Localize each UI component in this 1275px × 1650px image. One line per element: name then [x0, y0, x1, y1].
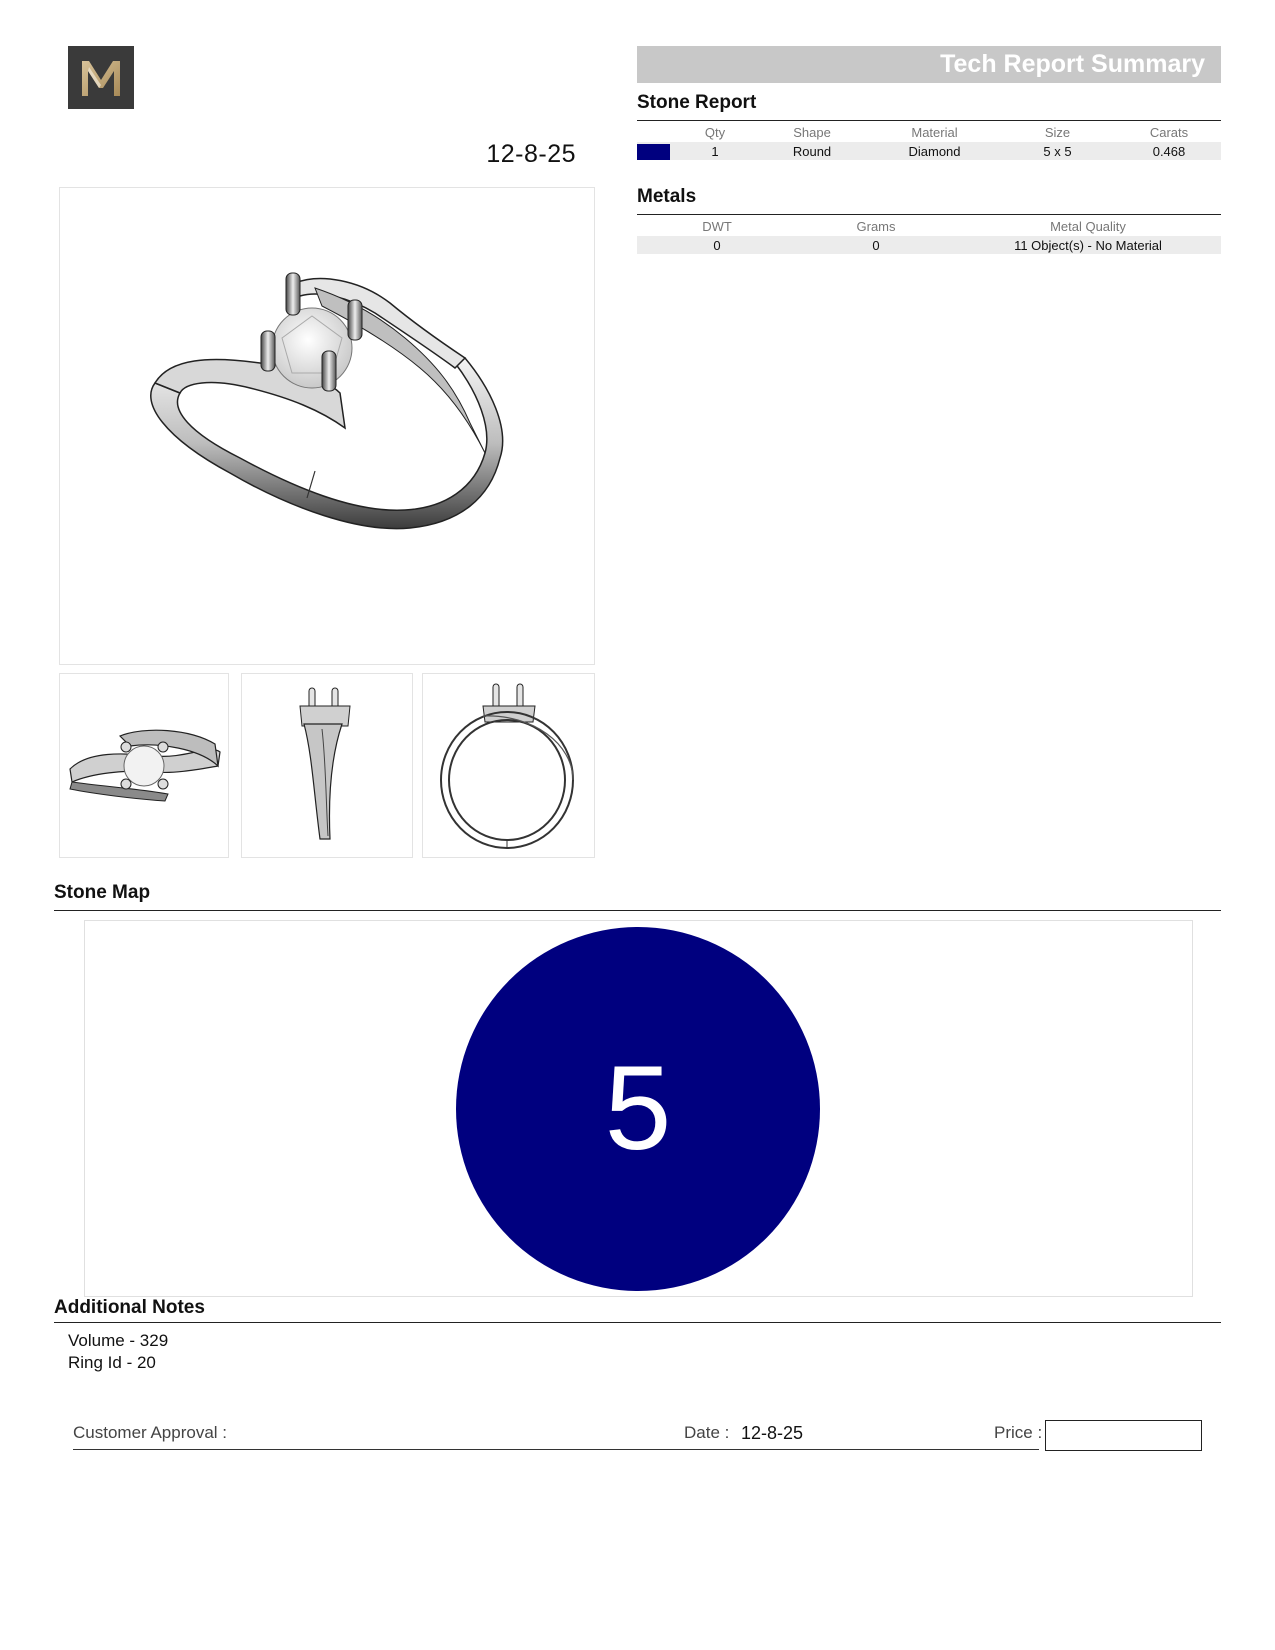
stone-shape: Round — [753, 142, 871, 160]
stone-color-cell — [637, 142, 677, 160]
column-header-color — [637, 123, 677, 142]
divider — [637, 214, 1221, 215]
table-row — [637, 236, 1221, 254]
stone-map — [84, 920, 1193, 1297]
column-header-metal-quality: Metal Quality — [1050, 219, 1126, 234]
m-monogram-logo-icon — [78, 58, 124, 98]
column-header-shape: Shape — [793, 125, 831, 140]
price-field[interactable] — [1045, 1420, 1202, 1451]
customer-approval-label: Customer Approval : — [73, 1423, 228, 1442]
divider — [54, 910, 1221, 911]
note-line: Ring Id - 20 — [68, 1353, 156, 1372]
additional-notes-heading: Additional Notes — [54, 1297, 205, 1318]
stone-qty: 1 — [677, 142, 753, 160]
metal-quality: 11 Object(s) - No Material — [955, 236, 1221, 254]
price-label: Price : — [994, 1423, 1043, 1442]
column-header-size: Size — [1044, 125, 1071, 140]
ring-perspective-render — [59, 187, 595, 665]
stone-report-heading: Stone Report — [637, 92, 757, 113]
stone-map-canvas — [85, 921, 1192, 1296]
stone-material: Diamond — [871, 142, 998, 160]
column-header-dwt: DWT — [702, 219, 732, 234]
ring-front-view-icon — [423, 674, 594, 857]
report-date: 12-8-25 — [486, 140, 576, 168]
column-header-qty: Qty — [704, 125, 726, 140]
customer-approval-signature-line[interactable] — [73, 1449, 1039, 1450]
table-header-row — [637, 123, 1221, 142]
divider — [637, 120, 1221, 121]
ring-top-view-icon — [60, 674, 228, 857]
table-row — [637, 142, 1221, 160]
ring-side-view-icon — [242, 674, 412, 857]
stone-map-heading: Stone Map — [54, 882, 151, 903]
metal-dwt: 0 — [637, 236, 797, 254]
stone-report-table — [637, 123, 1221, 160]
table-header-row — [637, 217, 1221, 236]
stone-color-swatch — [637, 144, 670, 160]
column-header-grams: Grams — [856, 219, 896, 234]
stone-carats: 0.468 — [1117, 142, 1221, 160]
stone-size: 5 x 5 — [998, 142, 1117, 160]
report-title-bar — [637, 46, 1221, 83]
approval-date-label: Date : — [684, 1423, 730, 1442]
ring-top-view — [59, 673, 229, 858]
ring-side-view — [241, 673, 413, 858]
metals-heading: Metals — [637, 186, 697, 207]
metal-grams: 0 — [797, 236, 955, 254]
column-header-material: Material — [911, 125, 958, 140]
note-line: Volume - 329 — [68, 1331, 169, 1350]
approval-date-value: 12-8-25 — [741, 1423, 804, 1443]
ring-front-view — [422, 673, 595, 858]
logo — [68, 46, 134, 109]
divider — [54, 1322, 1221, 1323]
stone-map-stone-label: 5 — [604, 1041, 672, 1175]
ring-render-icon — [60, 188, 594, 664]
metals-table — [637, 217, 1221, 254]
report-title: Tech Report Summary — [940, 50, 1205, 78]
column-header-carats: Carats — [1149, 125, 1189, 140]
